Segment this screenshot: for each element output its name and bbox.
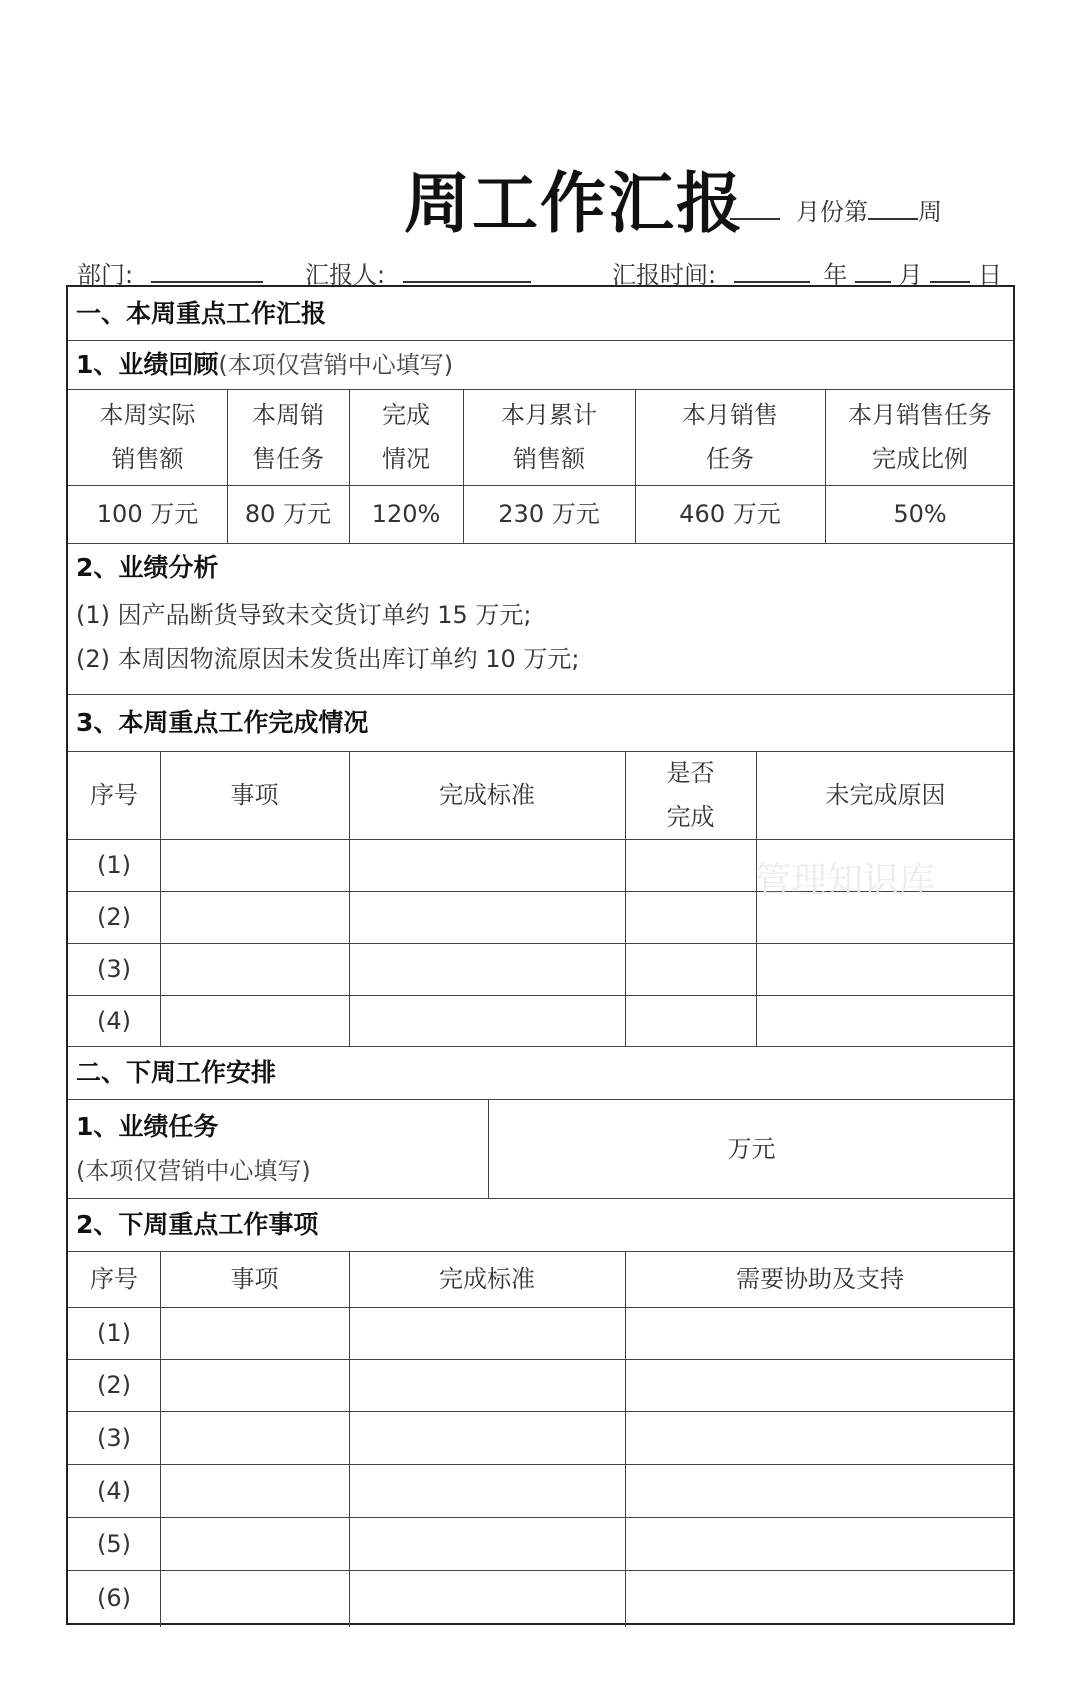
col-month-ratio: 本月销售任务 完成比例 bbox=[848, 401, 992, 473]
dept-blank[interactable] bbox=[151, 259, 263, 283]
week-blank[interactable] bbox=[868, 196, 918, 220]
nx-col-support: 需要协助及支持 bbox=[736, 1265, 904, 1293]
nx-row-no: (1) bbox=[97, 1319, 131, 1347]
nx-col-item: 事项 bbox=[230, 1265, 279, 1293]
task-unit: 万元 bbox=[727, 1134, 776, 1163]
val-completion: 120% bbox=[371, 500, 441, 528]
nx-row-no: (2) bbox=[97, 1371, 131, 1399]
kw-col-standard: 完成标准 bbox=[439, 781, 535, 809]
section1-title: 一、本周重点工作汇报 bbox=[76, 298, 327, 328]
kw-col-item: 事项 bbox=[230, 781, 279, 809]
col-completion: 完成 情况 bbox=[382, 401, 430, 473]
val-month-total: 230 万元 bbox=[498, 500, 600, 528]
review-note: (本项仅营销中心填写) bbox=[218, 350, 454, 379]
kw-col-no: 序号 bbox=[90, 781, 138, 809]
nx-row-no: (5) bbox=[97, 1529, 131, 1558]
report-form bbox=[66, 285, 1015, 1625]
key-work-title: 3、本周重点工作完成情况 bbox=[76, 707, 369, 737]
next-title: 2、下周重点工作事项 bbox=[76, 1209, 319, 1239]
year-label: 年 bbox=[823, 261, 848, 289]
day-blank[interactable] bbox=[930, 259, 970, 283]
section2-title: 二、下周工作安排 bbox=[76, 1057, 277, 1087]
kw-row-no: (4) bbox=[97, 1006, 131, 1035]
review-header bbox=[68, 340, 1015, 389]
kw-row-no: (2) bbox=[97, 903, 131, 931]
col-month-target: 本月销售 任务 bbox=[682, 401, 778, 473]
analysis-item-2: (2) 本周因物流原因未发货出库订单约 10 万元; bbox=[76, 645, 580, 673]
nx-row-no: (4) bbox=[97, 1476, 131, 1505]
kw-col-done: 是否 完成 bbox=[666, 759, 715, 831]
nx-col-standard: 完成标准 bbox=[439, 1265, 535, 1293]
nx-row-no: (6) bbox=[97, 1583, 131, 1612]
task-note: (本项仅营销中心填写) bbox=[76, 1156, 311, 1185]
reporter-blank[interactable] bbox=[403, 259, 531, 283]
week-suffix: 周 bbox=[918, 198, 942, 226]
analysis-item-1: (1) 因产品断货导致未交货订单约 15 万元; bbox=[76, 601, 532, 629]
analysis-title: 2、业绩分析 bbox=[76, 553, 219, 582]
kw-row-no: (1) bbox=[97, 851, 131, 879]
reporter-label: 汇报人: bbox=[305, 261, 386, 289]
nx-row-no: (3) bbox=[97, 1423, 131, 1452]
val-month-ratio: 50% bbox=[893, 500, 947, 528]
val-month-target: 460 万元 bbox=[679, 500, 781, 528]
day-label: 日 bbox=[977, 261, 1002, 289]
col-week-target: 本周销 售任务 bbox=[252, 401, 324, 473]
page-title: 周工作汇报 bbox=[404, 165, 744, 242]
kw-row-no: (3) bbox=[97, 955, 131, 983]
col-month-total: 本月累计 销售额 bbox=[501, 401, 597, 473]
watermark: 管理知识库 bbox=[755, 860, 936, 901]
task-header bbox=[68, 1099, 488, 1198]
month-blank[interactable] bbox=[730, 196, 780, 220]
month-label: 月 bbox=[898, 261, 923, 289]
dept-label: 部门: bbox=[77, 261, 134, 289]
val-week-actual: 100 万元 bbox=[96, 500, 199, 528]
review-title: 1、业绩回顾 bbox=[76, 349, 219, 379]
task-title: 1、业绩任务 bbox=[76, 1111, 219, 1141]
week-line bbox=[796, 192, 1002, 227]
week-prefix: 月份第 bbox=[796, 198, 868, 226]
col-week-actual: 本周实际 销售额 bbox=[99, 401, 196, 473]
time-label: 汇报时间: bbox=[612, 261, 717, 289]
year-blank[interactable] bbox=[734, 259, 810, 283]
month-day-blank[interactable] bbox=[855, 259, 891, 283]
val-week-target: 80 万元 bbox=[244, 500, 332, 528]
nx-col-no: 序号 bbox=[90, 1265, 138, 1293]
kw-col-reason: 未完成原因 bbox=[825, 781, 946, 809]
